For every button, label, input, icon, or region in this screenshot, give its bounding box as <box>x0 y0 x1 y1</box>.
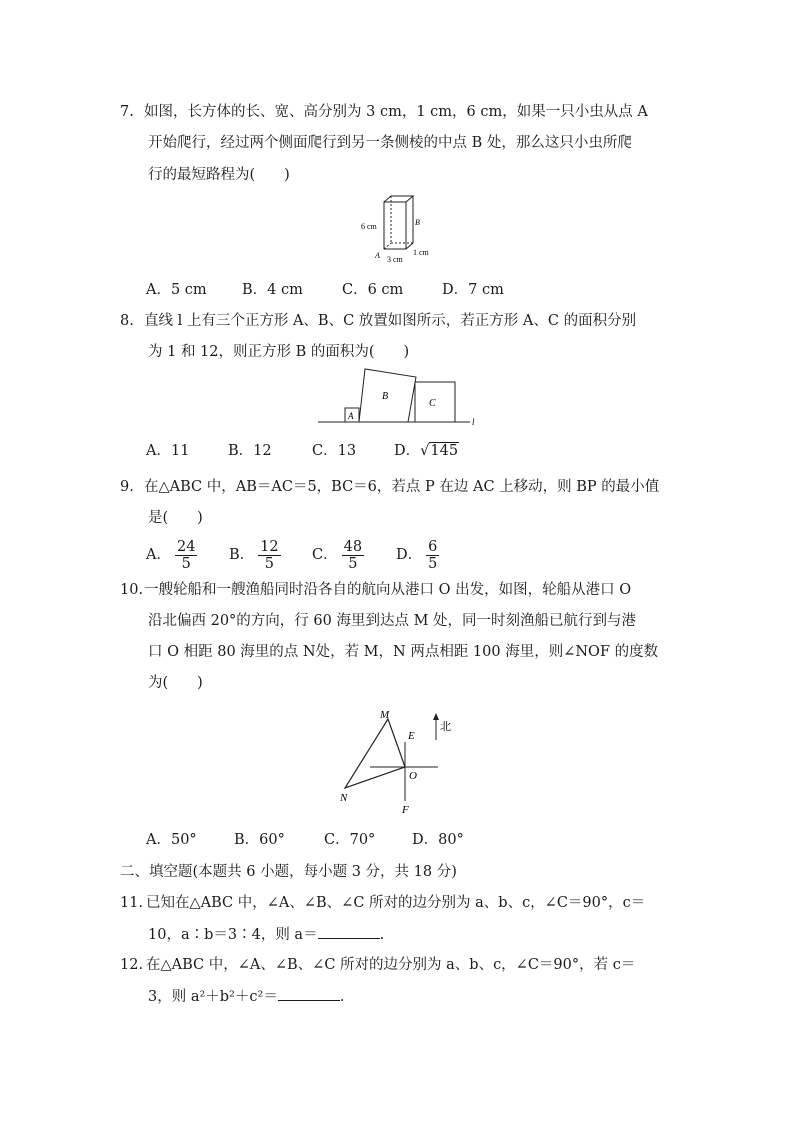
fraction <box>175 539 197 572</box>
denominator: 5 <box>428 555 438 572</box>
question-text-line: 在△ABC 中，∠A、∠B、∠C 所对的边分别为 a、b、c，∠C＝90°，若 c＝ <box>146 957 636 973</box>
fraction <box>426 539 439 572</box>
question-text-line: 沿北偏西 20°的方向，行 60 海里到达点 M 处，同一时刻渔船已航行到与港 <box>148 613 637 629</box>
sqrt-radicand: 145 <box>430 443 459 459</box>
question-number: 7. <box>120 104 134 120</box>
numerator: 24 <box>176 538 196 555</box>
question-text-line: 为 1 和 12，则正方形 B 的面积为( ) <box>148 344 410 360</box>
label-height: 6 cm <box>361 222 377 231</box>
north-label: 北 <box>440 721 451 733</box>
sqrt-expression: √145 <box>420 443 459 459</box>
question-text-line: 是( ) <box>148 510 203 526</box>
navigation-figure <box>330 704 460 816</box>
options-row <box>146 830 464 850</box>
option-b[interactable]: B．60° <box>234 832 285 848</box>
numerator: 12 <box>260 538 279 555</box>
option-d[interactable]: D．7 cm <box>442 282 504 298</box>
option-d-label: D． <box>394 443 421 459</box>
numerator: 48 <box>343 538 363 555</box>
label-width: 1 cm <box>413 248 429 257</box>
label-f: F <box>402 804 409 816</box>
fraction <box>258 539 280 572</box>
cuboid-figure <box>355 192 445 266</box>
question-text-line: 一艘轮船和一艘渔船同时沿各自的航向从港口 O 出发，如图，轮船从港口 O <box>144 582 632 598</box>
text-segment: 3，则 a²＋b²＋c²＝ <box>148 989 278 1005</box>
question-text-line <box>148 986 344 1007</box>
label-e: E <box>408 730 415 742</box>
option-c[interactable] <box>312 536 396 574</box>
question-number: 9. <box>120 479 134 495</box>
question-text-line: 直线 l 上有三个正方形 A、B、C 放置如图所示，若正方形 A、C 的面积分别 <box>144 313 637 329</box>
label-m: M <box>380 709 390 721</box>
question-text-line: 已知在△ABC 中，∠A、∠B、∠C 所对的边分别为 a、b、c，∠C＝90°，c＝ <box>146 895 646 911</box>
section-heading: 二、填空题(本题共 6 小题，每小题 3 分，共 18 分) <box>120 864 457 880</box>
options-row <box>146 536 439 574</box>
option-b[interactable]: B．12 <box>228 443 272 459</box>
option-b[interactable] <box>229 536 312 574</box>
option-d[interactable] <box>396 536 439 574</box>
option-d[interactable] <box>394 441 459 461</box>
option-a[interactable] <box>146 536 229 574</box>
text-segment: 10，a∶b＝3∶4，则 a＝ <box>148 927 318 943</box>
question-text-line: 如图，长方体的长、宽、高分别为 3 cm，1 cm，6 cm，如果一只小虫从点 A <box>144 104 648 120</box>
option-label: C． <box>312 547 338 563</box>
question-text-line <box>148 924 384 945</box>
label-n: N <box>340 792 348 804</box>
numerator: 6 <box>428 538 438 555</box>
options-row <box>146 441 459 461</box>
question-number: 12. <box>120 957 144 973</box>
question-text-line: 为( ) <box>148 675 203 691</box>
squares-figure <box>315 363 485 429</box>
denominator: 5 <box>181 555 191 572</box>
label-line-l: l <box>472 417 475 427</box>
label-square-b: B <box>382 391 389 402</box>
option-a[interactable]: A．5 cm <box>146 282 207 298</box>
label-o: O <box>409 770 417 782</box>
label-length: 3 cm <box>387 255 403 264</box>
question-number: 8. <box>120 313 134 329</box>
option-c[interactable]: C．6 cm <box>342 282 404 298</box>
question-text-line: 在△ABC 中，AB＝AC＝5，BC＝6，若点 P 在边 AC 上移动，则 BP 的最小值 <box>144 479 660 495</box>
label-b: B <box>415 218 420 227</box>
option-d[interactable]: D．80° <box>412 832 464 848</box>
question-number: 10. <box>120 582 144 598</box>
text-segment: . <box>339 989 345 1005</box>
option-c[interactable]: C．70° <box>324 832 376 848</box>
option-a[interactable]: A．50° <box>146 832 197 848</box>
option-label: D． <box>396 547 423 563</box>
label-square-a: A <box>348 411 354 421</box>
fraction <box>342 539 364 572</box>
label-square-c: C <box>429 398 436 409</box>
question-number: 11. <box>120 895 144 911</box>
options-row <box>146 280 504 300</box>
option-label: B． <box>229 547 255 563</box>
text-segment: . <box>379 927 385 943</box>
option-c[interactable]: C．13 <box>312 443 357 459</box>
question-text-line: 开始爬行，经过两个侧面爬行到另一条侧棱的中点 B 处，那么这只小虫所爬 <box>148 135 632 151</box>
option-b[interactable]: B．4 cm <box>242 282 303 298</box>
answer-blank[interactable] <box>318 924 380 939</box>
option-a[interactable]: A．11 <box>146 443 190 459</box>
denominator: 5 <box>264 555 274 572</box>
question-text-line: 行的最短路程为( ) <box>148 167 290 183</box>
question-text-line: 口 O 相距 80 海里的点 N处，若 M，N 两点相距 100 海里，则∠NOF 的度数 <box>148 644 659 660</box>
denominator: 5 <box>348 555 358 572</box>
answer-blank[interactable] <box>278 986 340 1001</box>
option-label: A． <box>146 547 171 563</box>
label-a: A <box>375 251 380 260</box>
